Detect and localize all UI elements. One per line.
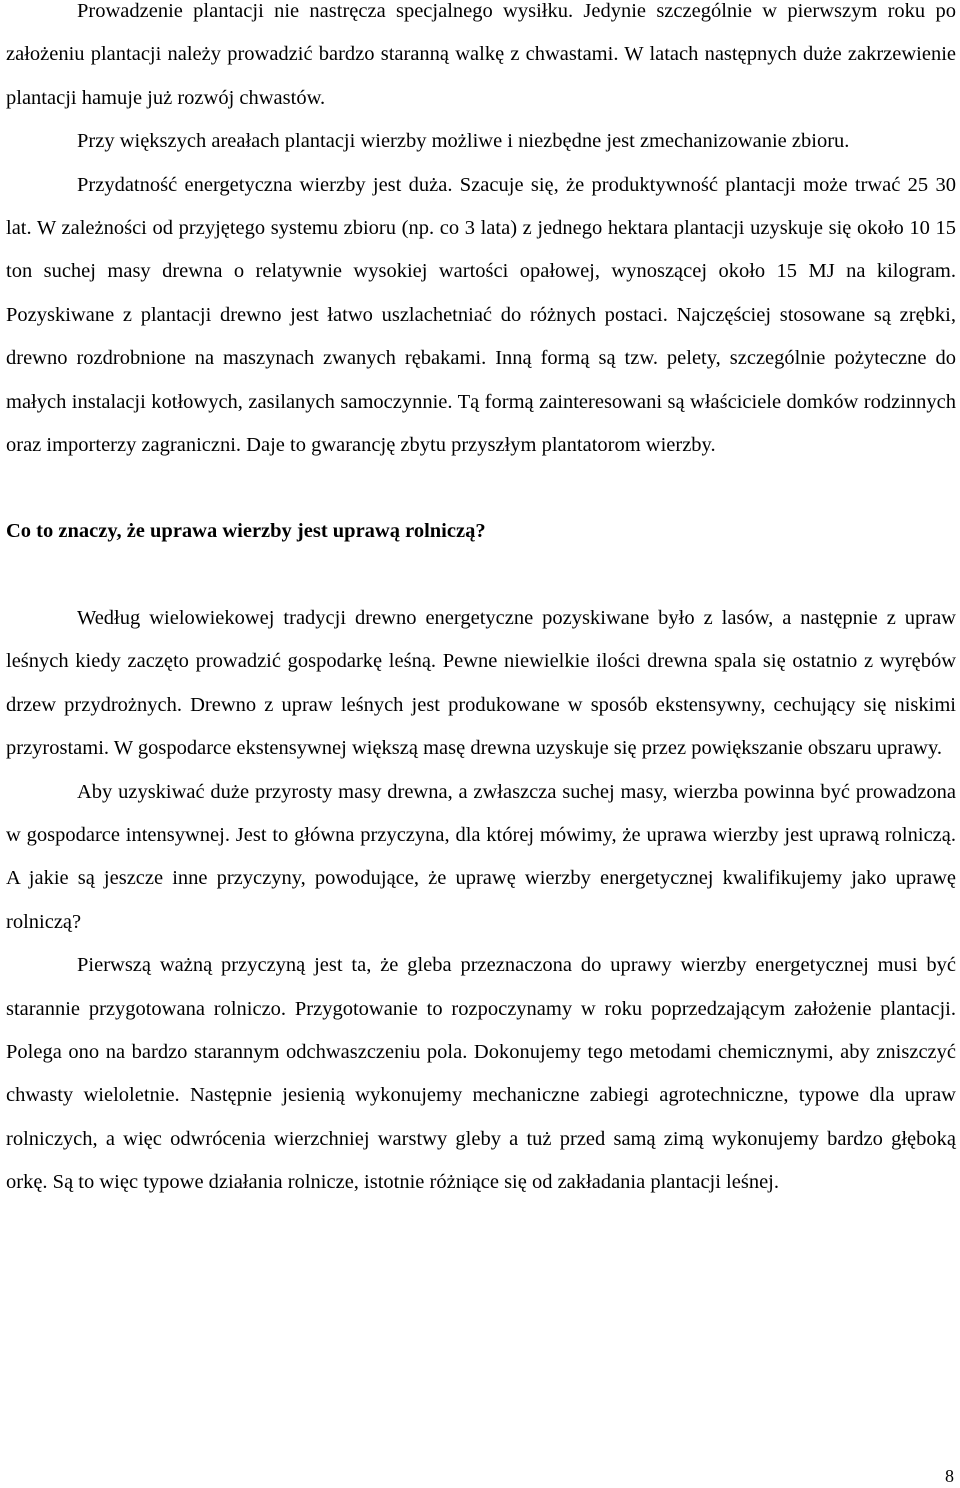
paragraph-mechanized-harvest: Przy większych areałach plantacji wierzby możliwe i niezbędne jest zmechanizowanie zbioru. (77, 130, 850, 153)
paragraph-tradition: Według wielowiekowej tradycji drewno energetyczne pozyskiwane było z lasów, a następnie z upraw leśnych kiedy zaczęto prowadzić gospodarkę leśną. Pewne niewielkie ilości drewna spala się ostatnio z wyrębów drzew przydrożnych. Drewno z upraw leśnych jest produkowane w sposób ekstensywny, cechujący się niskimi przyrostami. W gospodarce ekstensywnej większą masę drewna uzyskuje się przez powiększanie obszaru uprawy. (6, 606, 956, 760)
paragraph-soil-preparation: Pierwszą ważną przyczyną jest ta, że gleba przeznaczona do uprawy wierzby energetycznej musi być starannie przygotowana rolniczo. Przygotowanie to rozpoczynamy w roku poprzedzającym założenie plantacji. Polega ono na bardzo starannym odchwaszczeniu pola. Dokonujemy tego metodami chemicznymi, aby zniszczyć chwasty wieloletnie. Następnie jesienią wykonujemy mechaniczne zabiegi agrotechniczne, typowe dla upraw rolniczych, a więc odwrócenia wierzchniej warstwy gleby a tuż przed samą zimą wykonujemy bardzo głęboką orkę. Są to więc typowe działania rolnicze, istotnie różniące się od zakładania plantacji leśnej. (6, 954, 956, 1194)
section-heading: Co to znaczy, że uprawa wierzby jest uprawą rolniczą? (6, 520, 486, 543)
paragraph-plantation-maintenance: Prowadzenie plantacji nie nastręcza specjalnego wysiłku. Jedynie szczególnie w pierwszym roku po założeniu plantacji należy prowadzić bardzo staranną walkę z chwastami. W latach następnych duże zakrzewienie plantacji hamuje już rozwój chwastów. (6, 0, 956, 109)
page-number: 8 (945, 1466, 954, 1486)
document-page (6, 0, 956, 1205)
paragraph-energy-usefulness: Przydatność energetyczna wierzby jest duża. Szacuje się, że produktywność plantacji może trwać 25 30 lat. W zależności od przyjętego systemu zbioru (np. co 3 lata) z jednego hektara plantacji uzyskuje się około 10 15 ton suchej masy drewna o relatywnie wysokiej wartości opałowej, wynoszącej około 15 MJ na kilogram. Pozyskiwane z plantacji drewno jest łatwo uszlachetniać do różnych postaci. Najczęściej stosowane są zrębki, drewno rozdrobnione na maszynach zwanych rębakami. Inną formą są tzw. pelety, szczególnie pożyteczne do małych instalacji kotłowych, zasilanych samoczynnie. Tą formą zainteresowani są właściciele domków rodzinnych oraz importerzy zagraniczni. Daje to gwarancję zbytu przyszłym plantatorom wierzby. (6, 173, 956, 457)
paragraph-intensive-management: Aby uzyskiwać duże przyrosty masy drewna, a zwłaszcza suchej masy, wierzba powinna być prowadzona w gospodarce intensywnej. Jest to główna przyczyna, dla której mówimy, że uprawa wierzby jest uprawą rolniczą. A jakie są jeszcze inne przyczyny, powodujące, że uprawę wierzby energetycznej kwalifikujemy jako uprawę rolniczą? (6, 780, 956, 933)
